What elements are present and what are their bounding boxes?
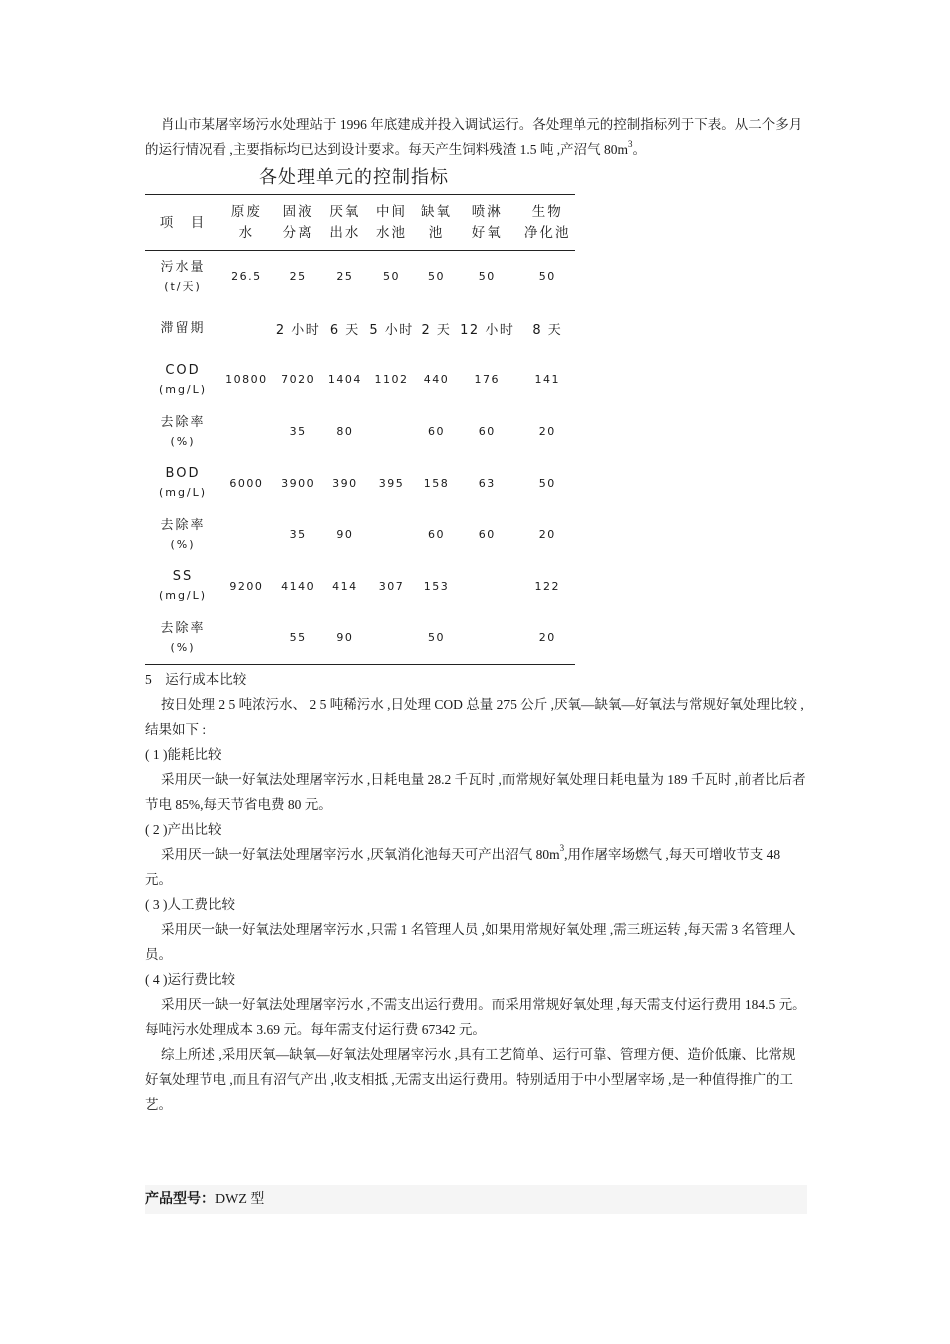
table-row (145, 406, 575, 458)
row-label-unit: (mg/L) (158, 486, 208, 500)
table-cell: 90 (336, 528, 354, 542)
table-header-cell: 中间 水池 (365, 195, 418, 251)
table-row (145, 251, 575, 303)
energy-comparison-text: 采用厌一缺一好氧法处理屠宰污水 ,日耗电量 28.2 千瓦时 ,而常规好氧处理日耗电量为 189 千瓦时 ,前者比后者节电 85%,每天节省电费 80 元。 (145, 771, 806, 812)
table-body (145, 251, 575, 665)
output-tail: ,用作屠宰场燃气 ,每天可增收节支 48 元。 (145, 846, 781, 887)
table-header-row (145, 195, 575, 251)
intro-paragraph (145, 112, 807, 162)
table-cell (221, 509, 272, 561)
table-cell: 60 (427, 425, 445, 439)
table-cell: 12 小时 (460, 322, 515, 338)
product-model-value: DWZ 型 (215, 1192, 265, 1207)
table-cell: 1404 (327, 373, 362, 387)
table-cell: 50 (538, 476, 556, 490)
table-cell (365, 509, 418, 561)
table-header-cell: 项 目 (145, 195, 221, 251)
table-cell: 25 (289, 270, 307, 284)
table-cell: 141 (534, 373, 561, 387)
table-header-cell: 原废 水 (221, 195, 272, 251)
table-cell (455, 612, 520, 664)
row-label-name: 滞留期 (160, 320, 206, 336)
output-superscript: 3 (559, 843, 565, 854)
output-comparison-text (145, 842, 807, 892)
table-cell (221, 406, 272, 458)
table-header-cell: 缺氧 池 (418, 195, 455, 251)
table-cell: 63 (478, 476, 496, 490)
table-cell (365, 406, 418, 458)
table-cell: 4140 (281, 579, 316, 593)
control-indicators-table (145, 194, 575, 665)
table-cell: 60 (478, 425, 496, 439)
labor-comparison-title: ( 3 )人工费比较 (145, 896, 235, 912)
table-cell: 2 小时 (275, 322, 321, 338)
table-cell: 3900 (281, 476, 316, 490)
row-label-name: 去除率 (160, 517, 206, 533)
labor-comparison-text: 采用厌一缺一好氧法处理屠宰污水 ,只需 1 名管理人员 ,如果用常规好氧处理 ,需三班运转 ,每天需 3 名管理人员。 (145, 921, 796, 962)
row-label (145, 406, 221, 458)
row-label (145, 354, 221, 406)
section-5-title: 5 运行成本比较 (145, 671, 247, 687)
table-cell: 50 (427, 631, 445, 645)
table-cell: 20 (538, 631, 556, 645)
table-cell: 440 (423, 373, 450, 387)
table-cell: 5 小时 (369, 322, 414, 338)
running-cost-text: 采用厌一缺一好氧法处理屠宰污水 ,不需支出运行费用。而采用常规好氧处理 ,每天需支付运行费用 184.5 元。每吨污水处理成本 3.69 元。每年需支付运行费 67342 元。 (145, 996, 806, 1037)
table-cell: 158 (423, 476, 450, 490)
table-row (145, 561, 575, 613)
row-label (145, 303, 221, 355)
table-cell (221, 612, 272, 664)
table-cell: 9200 (229, 579, 264, 593)
table-header-cell: 喷淋 好氧 (455, 195, 520, 251)
table-cell: 10800 (225, 373, 268, 387)
table-cell: 6000 (229, 476, 264, 490)
table-row (145, 509, 575, 561)
row-label-unit: (mg/L) (158, 589, 208, 603)
output-comparison-title: ( 2 )产出比较 (145, 821, 222, 837)
table-title: 各处理单元的控制指标 (259, 167, 449, 188)
intro-text: 肖山市某屠宰场污水处理站于 1996 年底建成并投入调试运行。各处理单元的控制指标列于下表。从二个多月的运行情况看 ,主要指标均已达到设计要求。每天产生饲料残渣 1.5 吨 ,产沼气 80m (145, 117, 803, 157)
row-label-unit: (t/天) (164, 279, 202, 293)
table-cell: 414 (332, 579, 358, 593)
table-cell: 80 (336, 425, 354, 439)
row-label (145, 509, 221, 561)
table-cell: 55 (289, 631, 307, 645)
row-label (145, 612, 221, 664)
row-label-unit: (mg/L) (158, 382, 208, 396)
row-label-unit: (%) (170, 640, 196, 654)
table-cell: 8 天 (532, 322, 563, 338)
product-model-label: 产品型号： (145, 1191, 215, 1207)
table-row (145, 457, 575, 509)
row-label (145, 457, 221, 509)
table-cell: 1102 (374, 373, 409, 387)
table-cell: 20 (538, 425, 556, 439)
intro-superscript: 3 (628, 138, 633, 149)
row-label-name: BOD (165, 466, 201, 482)
table-cell: 50 (538, 270, 556, 284)
table-cell: 20 (538, 528, 556, 542)
table-cell: 35 (289, 425, 307, 439)
table-cell: 153 (423, 579, 450, 593)
table-cell: 50 (383, 270, 401, 284)
table-cell: 307 (378, 579, 405, 593)
table-header-cell: 固液 分离 (272, 195, 325, 251)
output-text: 采用厌一缺一好氧法处理屠宰污水 ,厌氧消化池每天可产出沼气 80m (161, 846, 560, 862)
summary-paragraph: 综上所述 ,采用厌氧—缺氧—好氧法处理屠宰污水 ,具有工艺简单、运行可靠、管理方便、造价低廉、比常规好氧处理节电 ,而且有沼气产出 ,收支相抵 ,无需支出运行费用。特别适用于中小型屠宰场 ,是一种值得推广的工艺。 (145, 1046, 796, 1112)
table-cell: 395 (378, 476, 405, 490)
table-cell: 26.5 (231, 270, 262, 284)
table-row (145, 354, 575, 406)
table-header-cell: 生物 净化池 (520, 195, 575, 251)
energy-comparison-title: ( 1 )能耗比较 (145, 746, 222, 762)
row-label (145, 251, 221, 303)
section-5-intro: 按日处理 2 5 吨浓污水、 2 5 吨稀污水 ,日处理 COD 总量 275 公斤 ,厌氧—缺氧—好氧法与常规好氧处理比较 ,结果如下 : (145, 696, 804, 737)
table-cell: 390 (332, 476, 358, 490)
table-cell: 2 天 (421, 322, 452, 338)
row-label-unit: (%) (170, 537, 196, 551)
row-label (145, 561, 221, 613)
row-label-unit: (%) (170, 434, 196, 448)
table-cell: 25 (336, 270, 354, 284)
row-label-name: 去除率 (160, 414, 206, 430)
row-label-name: COD (165, 362, 201, 378)
table-cell: 50 (478, 270, 496, 284)
table-cell: 6 天 (329, 322, 360, 338)
row-label-name: 污水量 (160, 259, 206, 275)
product-model-bar (145, 1185, 807, 1214)
table-cell (455, 561, 520, 613)
table-cell: 50 (427, 270, 445, 284)
row-label-name: SS (172, 569, 194, 585)
table-row (145, 303, 575, 355)
table-cell: 176 (474, 373, 500, 387)
running-cost-title: ( 4 )运行费比较 (145, 971, 235, 987)
table-row (145, 612, 575, 664)
table-cell: 35 (289, 528, 307, 542)
document-body (145, 112, 807, 1117)
table-cell: 90 (336, 631, 354, 645)
row-label-name: 去除率 (160, 620, 206, 636)
table-cell: 122 (534, 579, 561, 593)
table-header-cell: 厌氧 出水 (325, 195, 366, 251)
table-cell (365, 612, 418, 664)
table-cell: 60 (427, 528, 445, 542)
intro-tail: 。 (632, 142, 646, 157)
table-cell: 7020 (281, 373, 316, 387)
table-cell (221, 303, 272, 355)
table-cell: 60 (478, 528, 496, 542)
